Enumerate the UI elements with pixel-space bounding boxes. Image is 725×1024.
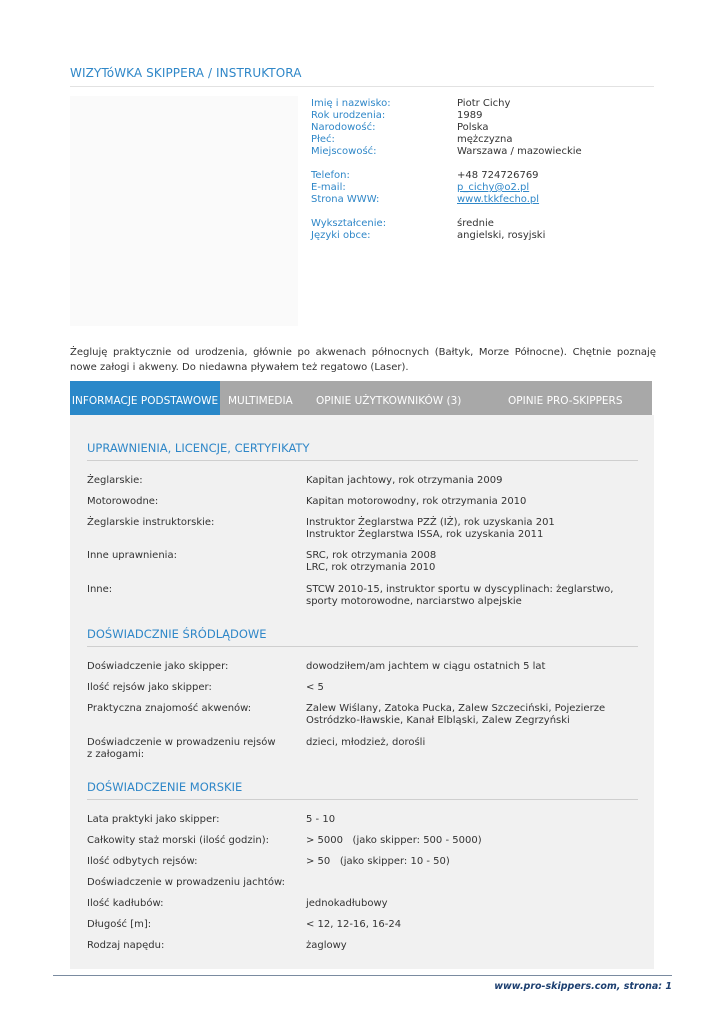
- phone-value: +48 724726769: [457, 170, 539, 181]
- row-label: Ilość rejsów jako skipper:: [87, 682, 212, 693]
- row-value: < 5: [306, 682, 324, 693]
- row-label: Inne uprawnienia:: [87, 550, 177, 561]
- profile-photo: [70, 96, 298, 326]
- row-label: Doświadczenie jako skipper:: [87, 661, 229, 672]
- row-value: STCW 2010-15, instruktor sportu w dyscyplinach: żeglarstwo, sporty motorowodne, narciarstwo alpejskie: [306, 584, 614, 607]
- row-value: dzieci, młodzież, dorośli: [306, 737, 426, 748]
- tab-basic-info[interactable]: INFORMACJE PODSTAWOWE: [70, 381, 220, 415]
- education-value: średnie: [457, 218, 494, 229]
- phone-label: Telefon:: [311, 170, 350, 181]
- section-divider: [87, 646, 638, 647]
- row-label: Rodzaj napędu:: [87, 940, 165, 951]
- row-value: SRC, rok otrzymania 2008 LRC, rok otrzymania 2010: [306, 550, 437, 573]
- website-link[interactable]: www.tkkfecho.pl: [457, 194, 540, 205]
- row-label: Żeglarskie:: [87, 475, 143, 486]
- email-label: E-mail:: [311, 182, 346, 193]
- email-link[interactable]: p_cichy@o2.pl: [457, 182, 530, 193]
- row-label: Całkowity staż morski (ilość godzin):: [87, 835, 270, 846]
- row-label: Żeglarskie instruktorskie:: [87, 517, 215, 528]
- footer-divider: [53, 975, 672, 976]
- section-divider: [87, 460, 638, 461]
- row-label: Doświadczenie w prowadzeniu jachtów:: [87, 877, 285, 888]
- education-label: Wykształcenie:: [311, 218, 387, 229]
- row-value: Zalew Wiślany, Zatoka Pucka, Zalew Szczeciński, Pojezierze Ostródzko-Iławskie, Kanał Elbląski, Zalew Zegrzyński: [306, 703, 606, 726]
- city-label: Miejscowość:: [311, 146, 377, 157]
- languages-value: angielski, rosyjski: [457, 230, 546, 241]
- row-label: Ilość odbytych rejsów:: [87, 856, 198, 867]
- title-divider: [70, 86, 654, 87]
- tab-multimedia[interactable]: MULTIMEDIA: [228, 395, 293, 407]
- row-value: 5 - 10: [306, 814, 336, 825]
- gender-label: Płeć:: [311, 134, 335, 145]
- row-label: Praktyczna znajomość akwenów:: [87, 703, 252, 714]
- row-label: Motorowodne:: [87, 496, 159, 507]
- city-value: Warszawa / mazowieckie: [457, 146, 582, 157]
- row-value: Kapitan jachtowy, rok otrzymania 2009: [306, 475, 503, 486]
- row-value: jednokadłubowy: [306, 898, 388, 909]
- row-value: Kapitan motorowodny, rok otrzymania 2010: [306, 496, 527, 507]
- tab-pro-skippers-reviews[interactable]: OPINIE PRO-SKIPPERS: [508, 395, 623, 407]
- name-value: Piotr Cichy: [457, 98, 511, 109]
- nationality-value: Polska: [457, 122, 489, 133]
- section-title-sea: DOŚWIADCZENIE MORSKIE: [87, 780, 243, 794]
- row-label: Długość [m]:: [87, 919, 152, 930]
- row-value: > 5000 (jako skipper: 500 - 5000): [306, 835, 482, 846]
- website-label: Strona WWW:: [311, 194, 380, 205]
- nationality-label: Narodowość:: [311, 122, 376, 133]
- row-label: Ilość kadłubów:: [87, 898, 164, 909]
- languages-label: Języki obce:: [311, 230, 371, 241]
- gender-value: mężczyzna: [457, 134, 513, 145]
- row-label: Doświadczenie w prowadzeniu rejsów z załogami:: [87, 737, 276, 760]
- tab-bar: [70, 381, 652, 415]
- name-label: Imię i nazwisko:: [311, 98, 391, 109]
- birth-year-label: Rok urodzenia:: [311, 110, 386, 121]
- row-value: > 50 (jako skipper: 10 - 50): [306, 856, 450, 867]
- bio-text: Żegluję praktycznie od urodzenia, głównie po akwenach północnych (Bałtyk, Morze Północne). Chętnie poznaję nowe załogi i akweny. Do niedawna pływałem też regatowo (Laser).: [70, 347, 656, 373]
- row-value: dowodziłem/am jachtem w ciągu ostatnich 5 lat: [306, 661, 546, 672]
- page-title: WIZYTóWKA SKIPPERA / INSTRUKTORA: [70, 66, 302, 80]
- birth-year-value: 1989: [457, 110, 483, 121]
- section-title-inland: DOŚWIADCZNIE ŚRÓDLĄDOWE: [87, 627, 267, 641]
- section-divider: [87, 799, 638, 800]
- footer-text: www.pro-skippers.com, strona: 1: [494, 981, 672, 992]
- row-value: Instruktor Żeglarstwa PZŻ (IŻ), rok uzyskania 201 Instruktor Żeglarstwa ISSA, rok uzyskania 2011: [306, 517, 555, 540]
- section-title-licenses: UPRAWNIENIA, LICENCJE, CERTYFIKATY: [87, 441, 310, 455]
- row-value: < 12, 12-16, 16-24: [306, 919, 402, 930]
- row-value: żaglowy: [306, 940, 347, 951]
- row-label: Lata praktyki jako skipper:: [87, 814, 220, 825]
- row-label: Inne:: [87, 584, 113, 595]
- tab-user-reviews[interactable]: OPINIE UŻYTKOWNIKÓW (3): [316, 395, 462, 407]
